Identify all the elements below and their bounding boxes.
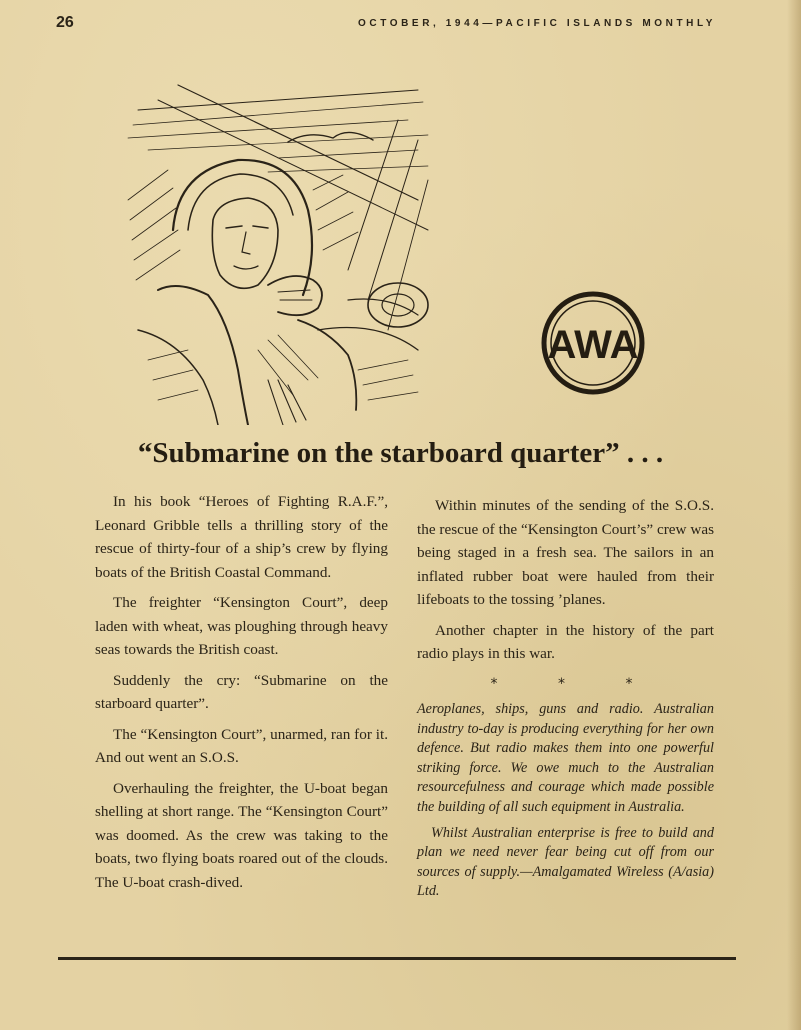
paragraph: The freighter “Kensington Court”, deep laden with wheat, was ploughing through heavy seas towards the British coast. bbox=[95, 594, 388, 658]
headline: “Submarine on the starboard quarter” . . . bbox=[137, 437, 664, 469]
page-edge-shadow bbox=[787, 0, 801, 1030]
paragraph: Overhauling the freighter, the U-boat began shelling at short range. The “Kensington Court” was doomed. As the crew was taking to the boats, two flying boats roared out of the clouds. The U-boat crash-dived. bbox=[95, 779, 388, 891]
sailor-at-sea-illustration bbox=[118, 80, 438, 425]
awa-logo-text: AWA bbox=[547, 323, 639, 367]
paragraph: Within minutes of the sending of the S.O.S. the rescue of the “Kensington Court’s” crew was being staged in a fresh sea. The sailors in an inflated rubber boat were hauled from their lifeboats to the tossing ’planes. bbox=[417, 497, 714, 608]
paragraph: The “Kensington Court”, unarmed, ran for it. And out went an S.O.S. bbox=[95, 725, 388, 766]
paragraph: Suddenly the cry: “Submarine on the starboard quarter”. bbox=[95, 671, 388, 712]
awa-logo bbox=[540, 290, 646, 396]
right-column bbox=[417, 494, 714, 908]
paragraph: In his book “Heroes of Fighting R.A.F.”, Leonard Gribble tells a thrilling story of the rescue of thirty-four of a ship’s crew by flying boats of the British Coastal Command. bbox=[95, 493, 388, 581]
running-head: OCTOBER, 1944—PACIFIC ISLANDS MONTHLY bbox=[358, 18, 717, 29]
section-separator: * * * bbox=[490, 675, 661, 692]
left-column bbox=[95, 490, 388, 901]
italic-paragraph: Whilst Australian enterprise is free to build and plan we need never fear being cut off from our sources of supply.—Amalgamated Wireless (A/asia) Ltd. bbox=[417, 824, 714, 900]
bottom-rule bbox=[58, 957, 736, 960]
italic-paragraph: Aeroplanes, ships, guns and radio. Australian industry to-day is producing everything for her own defence. But radio makes them into one powerful striking force. We owe much to the Australian resourcefulness and courage which made possible the building of all such equipment in Australia. bbox=[417, 701, 714, 815]
paragraph: Another chapter in the history of the part radio plays in this war. bbox=[417, 621, 714, 662]
page-number: 26 bbox=[56, 14, 74, 31]
advertiser-statement bbox=[417, 700, 714, 902]
